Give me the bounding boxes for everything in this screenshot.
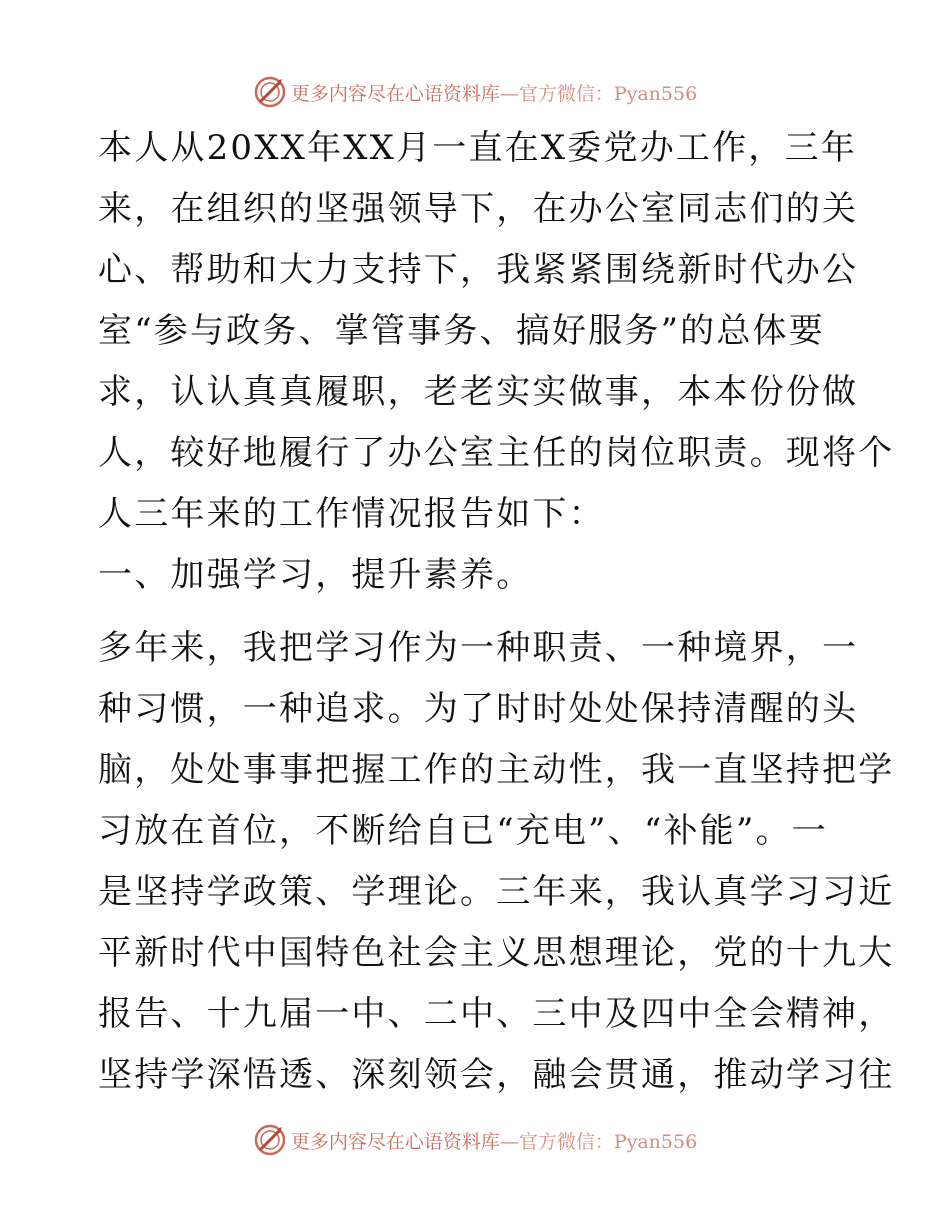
quill-seal-logo-icon: [253, 75, 287, 109]
text-line: 习放在首位，不断给自已“充电”、“补能”。一: [98, 811, 828, 851]
paragraph-study: [98, 618, 895, 1106]
text-line: 人三年来的工作情况报告如下：: [98, 494, 605, 534]
text-line: 人，较好地履行了办公室主任的岗位职责。现将个: [98, 433, 895, 473]
watermark-text: [291, 1127, 697, 1154]
section-heading-1: [98, 545, 858, 606]
text-line: 室“参与政务、掌管事务、搞好服务”的总体要: [98, 311, 825, 351]
watermark-main: 更多内容尽在心语资料库: [290, 82, 500, 105]
text-line: 多年来，我把学习作为一种职责、一种境界，一: [98, 628, 859, 668]
text-line: 脑，处处事事把握工作的主动性，我一直坚持把学: [98, 750, 895, 790]
header-watermark-banner: [0, 72, 950, 112]
heading-text: 一、加强学习，提升素养。: [98, 555, 533, 595]
watermark-sub: —官方微信：Pyan556: [499, 82, 698, 105]
footer-watermark-banner: [0, 1120, 950, 1160]
text-line: 种习惯，一种追求。为了时时处处保持清醒的头: [98, 689, 859, 729]
watermark-text: [291, 79, 697, 106]
text-line: 求，认认真真履职，老老实实做事，本本份份做: [98, 372, 859, 412]
text-line: 本人从20XX年XX月一直在X委党办工作，三年: [98, 128, 857, 168]
watermark-sub: —官方微信：Pyan556: [499, 1130, 698, 1153]
paragraph-intro: [98, 118, 895, 545]
quill-seal-logo-icon: [253, 1123, 287, 1157]
text-line: 心、帮助和大力支持下，我紧紧围绕新时代办公: [98, 250, 859, 290]
text-line: 平新时代中国特色社会主义思想理论，党的十九大: [98, 933, 895, 973]
watermark-main: 更多内容尽在心语资料库: [290, 1130, 500, 1153]
text-line: 坚持学深悟透、深刻领会，融会贯通，推动学习往: [98, 1055, 895, 1095]
text-line: 报告、十九届一中、二中、三中及四中全会精神，: [98, 994, 895, 1034]
text-line: 是坚持学政策、学理论。三年来，我认真学习习近: [98, 872, 895, 912]
text-line: 来，在组织的坚强领导下，在办公室同志们的关: [98, 189, 859, 229]
